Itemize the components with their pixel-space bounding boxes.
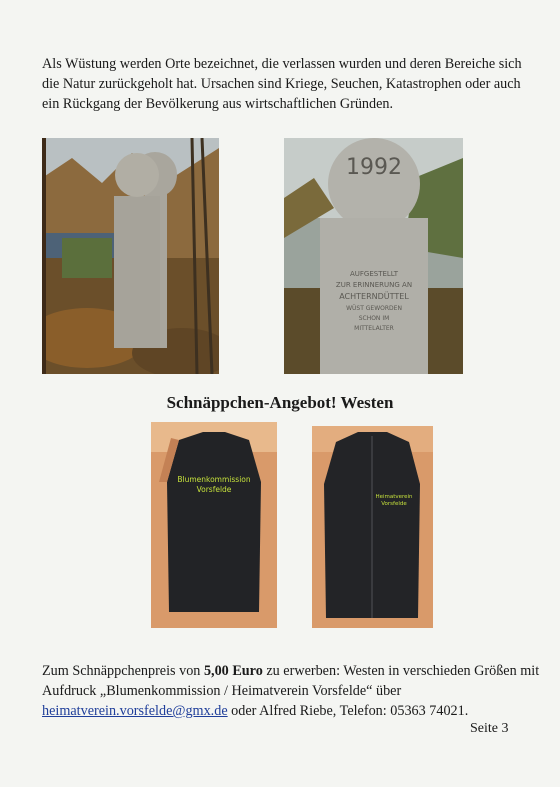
memorial-stone-photo (42, 138, 219, 374)
stone-year: 1992 (346, 155, 402, 180)
page-number: Seite 3 (470, 721, 509, 736)
stone-inscription-line: AUFGESTELLT (349, 270, 399, 278)
vest2-print-line: Vorsfelde (381, 501, 407, 507)
email-link[interactable]: heimatverein.vorsfelde@gmx.de (42, 703, 228, 720)
offer-paragraph (42, 661, 542, 721)
offer-text: zu erwerben: Westen in verschieden Größen mit Aufdruck „Blumenkommission / Heimatverein Vorsfelde“ über (42, 663, 540, 700)
stone-inscription-line: SCHON IM (358, 315, 390, 322)
offer-text: Zum Schnäppchenpreis von (42, 663, 204, 680)
intro-paragraph: Als Wüstung werden Orte bezeichnet, die verlassen wurden und deren Bereiche sich die Natur zurückgeholt hat. Ursachen sind Kriege, Seuchen, Katastrophen oder auch ein Rückgang der Bevölkerung aus wirtschaftlichen Gründen. (42, 56, 522, 113)
vest-blumenkommission-photo (151, 422, 277, 628)
offer-price: 5,00 Euro (203, 663, 263, 680)
stone-inscription-line: ZUR ERINNERUNG AN (335, 281, 413, 289)
memorial-stone-closeup-photo (284, 138, 463, 374)
stone-inscription-line: ACHTERNDÜTTEL (339, 292, 409, 301)
stone-inscription-line: WÜST GEWORDEN (346, 305, 402, 312)
vest1-print-line: Vorsfelde (196, 485, 232, 494)
stone-inscription-line: MITTELALTER (354, 325, 394, 332)
vest1-print-line: Blumenkommission (177, 475, 251, 484)
vest-heimatverein-photo (312, 426, 433, 628)
vest2-print-line: Heimatverein (375, 494, 413, 500)
offer-heading: Schnäppchen-Angebot! Westen (166, 393, 394, 412)
offer-text: oder Alfred Riebe, Telefon: 05363 74021. (227, 703, 469, 720)
